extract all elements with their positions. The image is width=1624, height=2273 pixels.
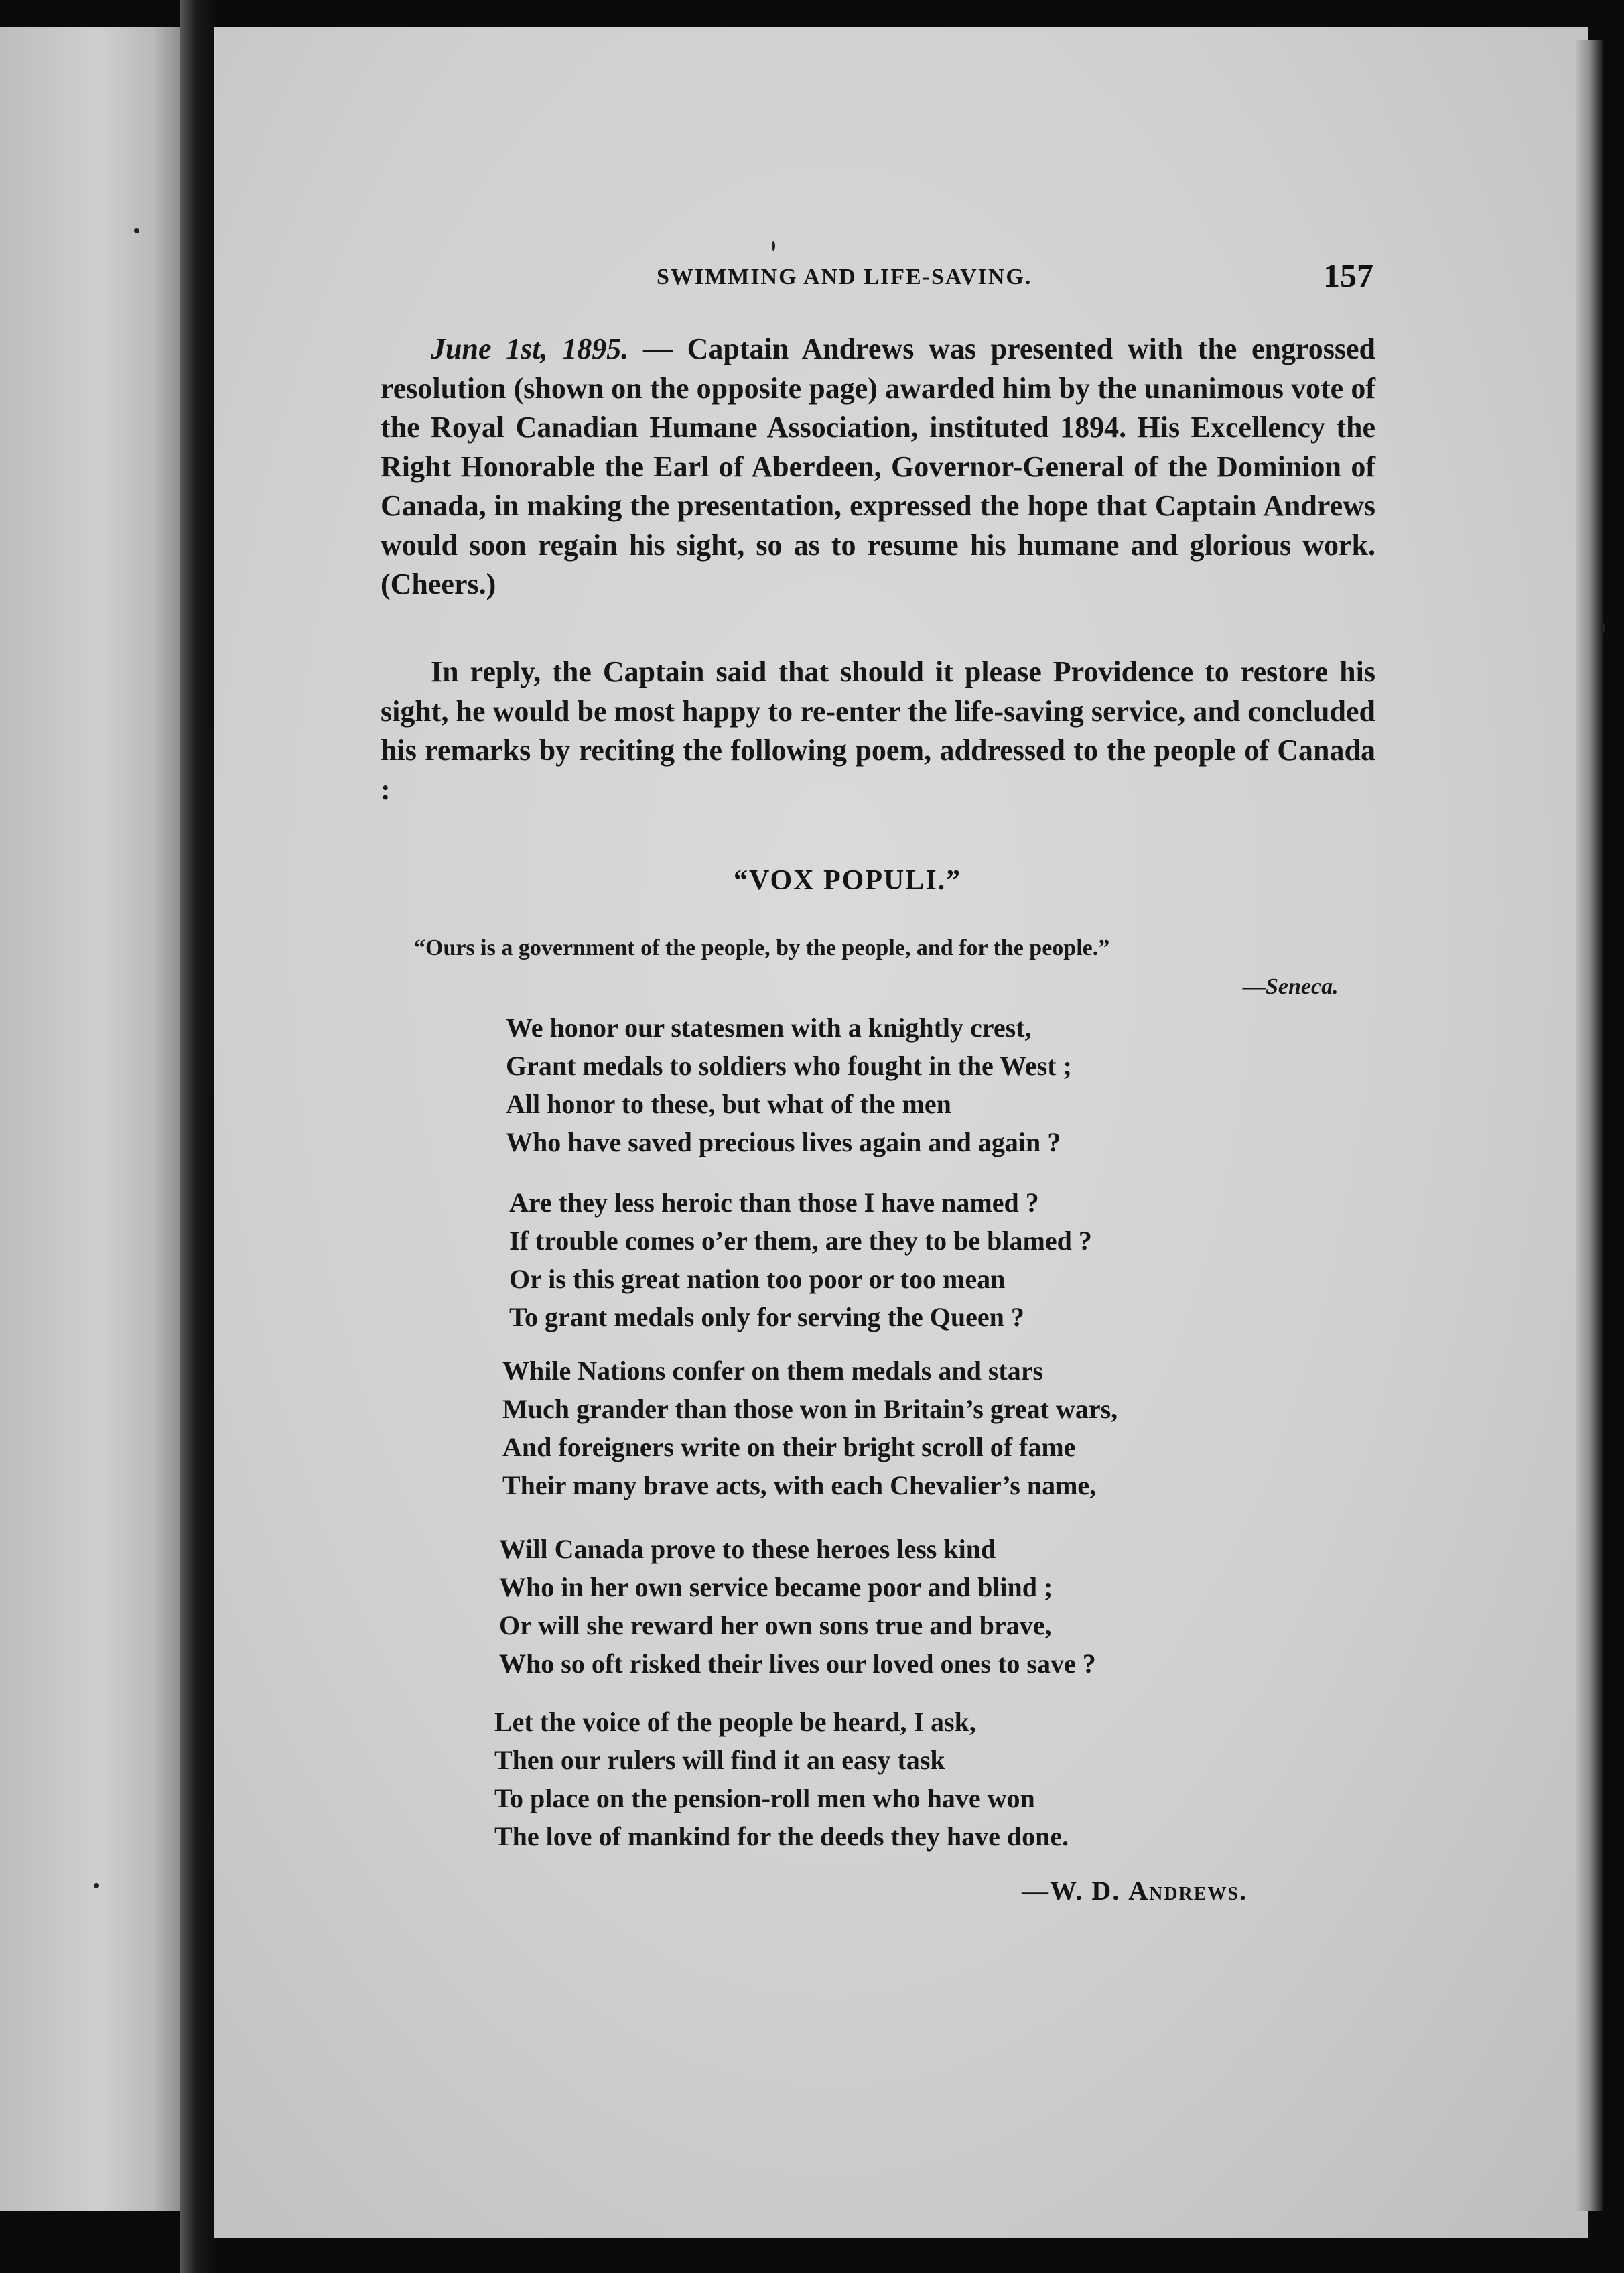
paragraph-date: June 1st, 1895. xyxy=(431,332,629,365)
poem-epigraph: “Ours is a government of the people, by the people, and for the people.” xyxy=(414,935,1110,960)
poem-line: Who have saved precious lives again and again ? xyxy=(506,1127,1061,1157)
paragraph-reply xyxy=(381,653,1375,809)
poem-line: Their many brave acts, with each Chevalier’s name, xyxy=(502,1470,1097,1500)
poem-signature xyxy=(1022,1875,1247,1906)
print-speck xyxy=(134,228,139,233)
poem-line: Or is this great nation too poor or too mean xyxy=(509,1264,1006,1294)
facing-page-edge xyxy=(0,27,181,2211)
poem-stanza xyxy=(509,1183,1313,1336)
running-head: SWIMMING AND LIFE-SAVING. xyxy=(657,265,1032,289)
print-speck xyxy=(94,1883,99,1888)
poem-line: If trouble comes o’er them, are they to be blamed ? xyxy=(509,1226,1092,1256)
poem-line: Will Canada prove to these heroes less kind xyxy=(499,1534,996,1564)
paragraph-presentation xyxy=(381,330,1375,604)
poem-line: Grant medals to soldiers who fought in the West ; xyxy=(506,1051,1072,1081)
signature-prefix: —W. D. xyxy=(1022,1876,1129,1906)
poem-line: To place on the pension-roll men who have won xyxy=(494,1783,1035,1813)
epigraph-attribution: —Seneca. xyxy=(1243,974,1339,999)
page-fore-edge xyxy=(1576,40,1603,2211)
page-number: 157 xyxy=(1323,257,1373,294)
poem-line: Much grander than those won in Britain’s great wars, xyxy=(502,1394,1118,1424)
poem-line: To grant medals only for serving the Queen ? xyxy=(509,1302,1024,1332)
poem-line: Then our rulers will find it an easy task xyxy=(494,1745,945,1775)
poem-stanza xyxy=(502,1352,1306,1504)
poem-line: Let the voice of the people be heard, I ask, xyxy=(494,1707,976,1737)
poem-title: “VOX POPULI.” xyxy=(734,865,962,896)
poem-line: All honor to these, but what of the men xyxy=(506,1089,951,1119)
poem-line: Who so oft risked their lives our loved ones to save ? xyxy=(499,1648,1096,1679)
poem-stanza xyxy=(494,1703,1298,1856)
paragraph-body: — Captain Andrews was presented with the engrossed resolution (shown on the opposite page) awarded him by the unanimous vote of the Royal Canadian Humane Association, instituted 1894. His Excellency the Right Honorable the Earl of Aberdeen, Governor-General of the Dominion of Canada, in making the presentation, expressed the hope that Captain Andrews would soon regain his sight, so as to resume his humane and glorious work. (Cheers.) xyxy=(381,332,1375,600)
poem-line: Are they less heroic than those I have named ? xyxy=(509,1187,1039,1218)
poem-line: While Nations confer on them medals and stars xyxy=(502,1356,1044,1386)
poem-line: We honor our statesmen with a knightly crest, xyxy=(506,1013,1032,1043)
poem-line: Who in her own service became poor and blind ; xyxy=(499,1572,1053,1602)
poem-stanza xyxy=(499,1530,1303,1683)
print-speck xyxy=(772,241,775,251)
paragraph-body: In reply, the Captain said that should it please Providence to restore his sight, he would be most happy to re-enter the life-saving service, and concluded his remarks by reciting the following poem, addressed to the people of Canada : xyxy=(381,655,1375,806)
poem-line: Or will she reward her own sons true and brave, xyxy=(499,1610,1052,1640)
print-speck xyxy=(1601,623,1605,633)
poem-stanza xyxy=(506,1009,1310,1161)
signature-surname: Andrews. xyxy=(1128,1876,1248,1906)
poem-line: And foreigners write on their bright scroll of fame xyxy=(502,1432,1076,1462)
poem-line: The love of mankind for the deeds they have done. xyxy=(494,1821,1069,1852)
book-gutter xyxy=(180,0,217,2273)
